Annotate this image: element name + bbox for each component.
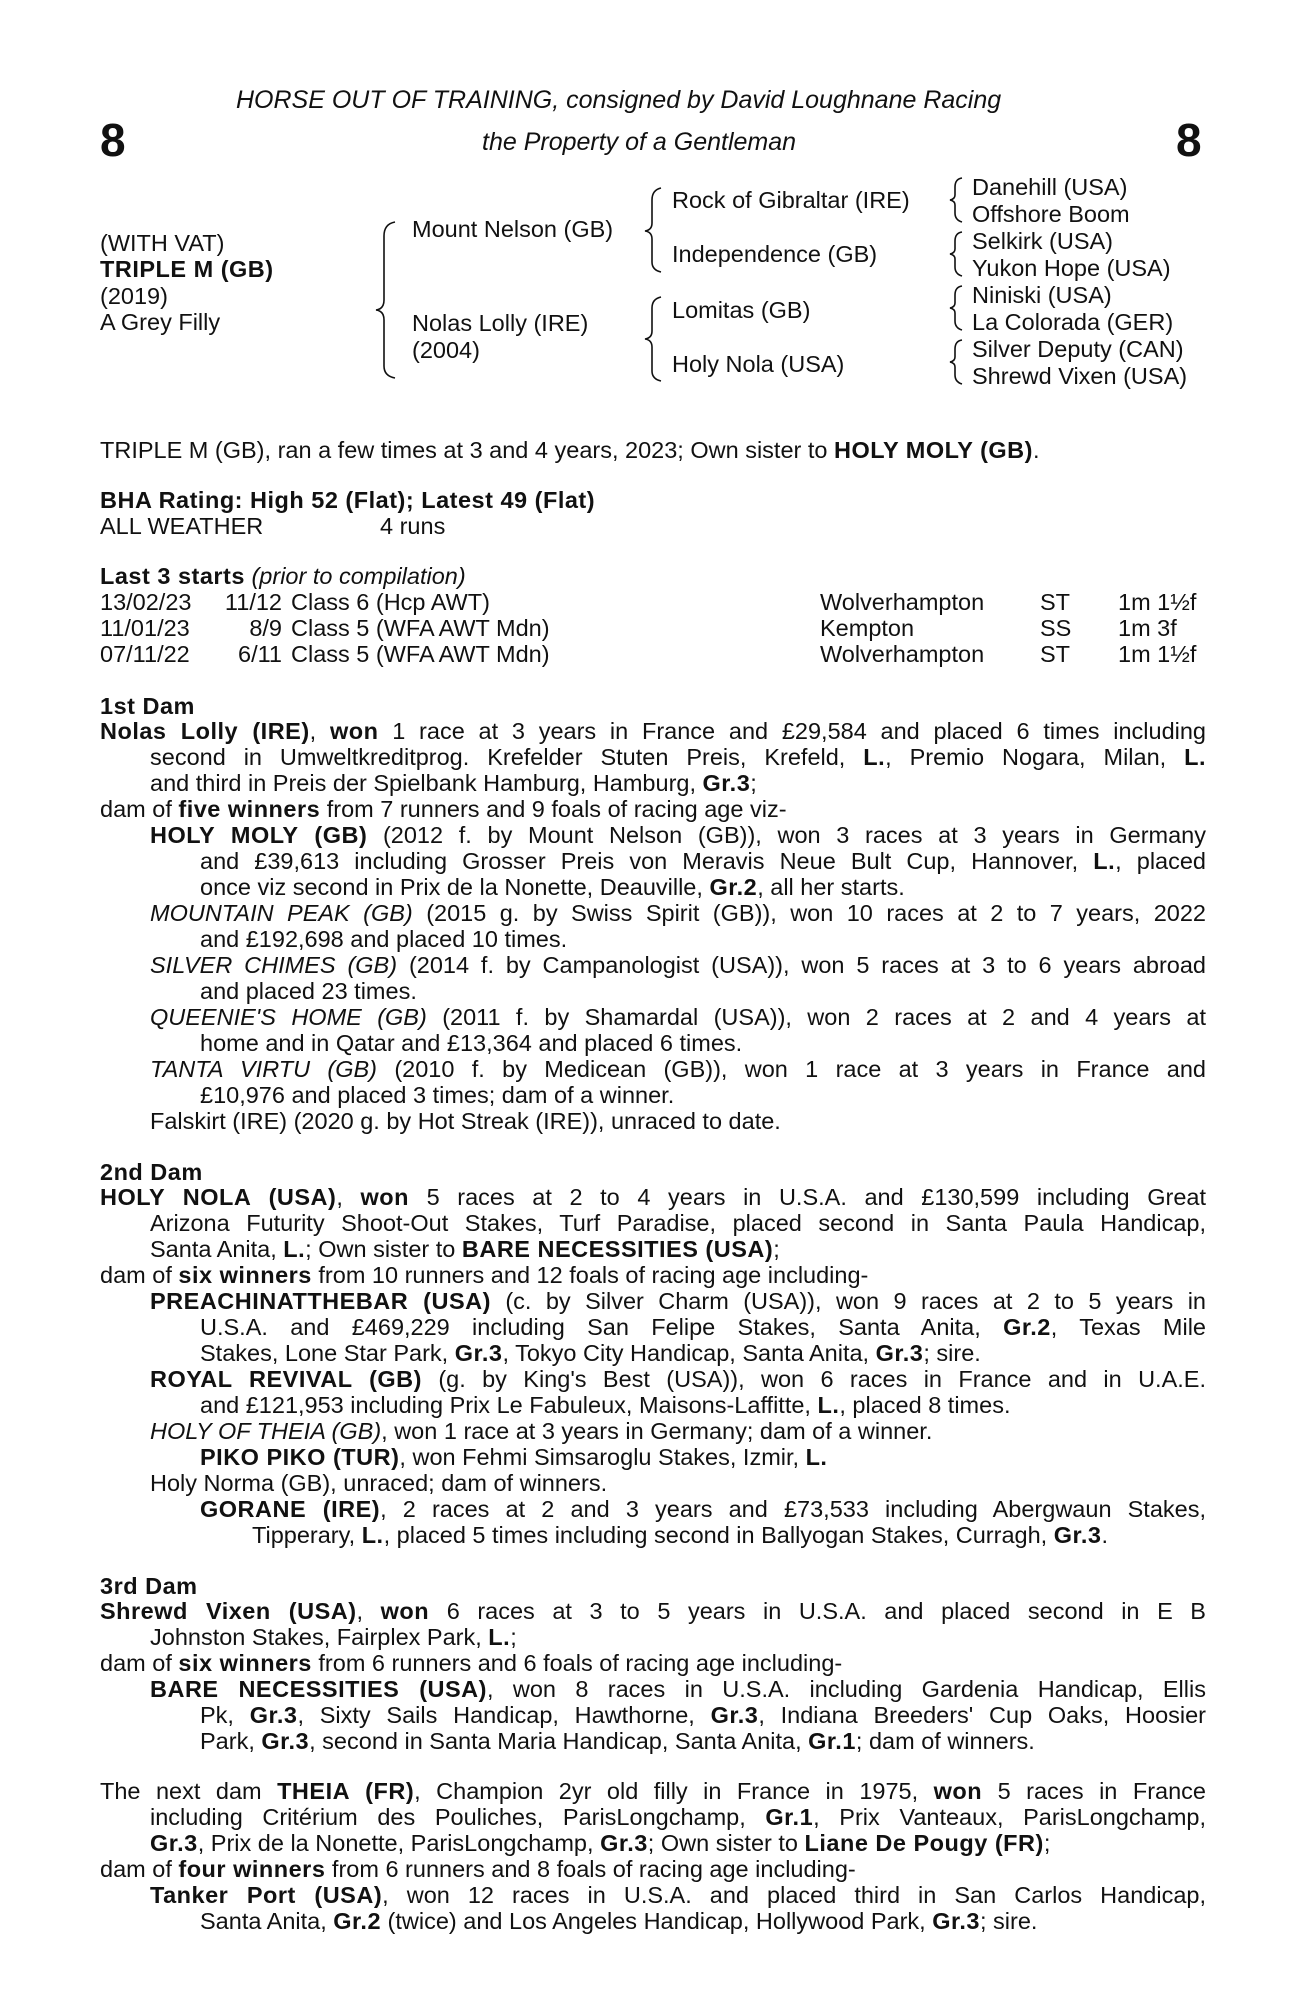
horse-description: A Grey Filly bbox=[100, 309, 221, 335]
bare-nec-text-3: Park, bbox=[200, 1728, 262, 1754]
grade-label: L. bbox=[361, 1522, 384, 1548]
pedigree-dam: Nolas Lolly (IRE) bbox=[412, 310, 589, 336]
dam2-text-3c: ; bbox=[773, 1236, 780, 1262]
gorane-name: GORANE (IRE) bbox=[200, 1496, 381, 1522]
preach-line-1 bbox=[150, 1289, 1206, 1315]
silver-chimes-text: (2014 f. by Campanologist (USA)), won 5 races at 3 to 6 years abroad bbox=[397, 952, 1207, 978]
tanker-port-name: Tanker Port (USA) bbox=[150, 1882, 383, 1908]
grade-label: Gr.3 bbox=[932, 1908, 980, 1934]
preach-line-2 bbox=[200, 1315, 1206, 1341]
grade-label: Gr.3 bbox=[454, 1340, 503, 1366]
dam1-text-4: dam of bbox=[100, 796, 179, 822]
preach-line-3 bbox=[200, 1341, 1306, 1367]
tanker-port-line-1 bbox=[150, 1883, 1206, 1909]
silver-chimes-line-1 bbox=[150, 953, 1206, 979]
next-dam-winners: four winners bbox=[178, 1856, 326, 1882]
grade-label: Gr.2 bbox=[1003, 1314, 1051, 1340]
next-dam-text-4: dam of bbox=[100, 1856, 179, 1882]
dam3-sep: , bbox=[356, 1598, 381, 1624]
grade-label: Gr.2 bbox=[333, 1908, 382, 1934]
gorane-text-2: Tipperary, bbox=[252, 1522, 362, 1548]
rating-surface: ALL WEATHER bbox=[100, 513, 264, 539]
preach-name: PREACHINATTHEBAR (USA) bbox=[150, 1288, 491, 1314]
starts-heading bbox=[100, 563, 466, 589]
dam3-text-3: dam of bbox=[100, 1650, 179, 1676]
gorane-text: , 2 races at 2 and 3 years and £73,533 including Abergwaun Stakes, bbox=[380, 1496, 1207, 1522]
queenies-home-line-2: home and in Qatar and £13,364 and placed 6 times. bbox=[200, 1030, 743, 1056]
pedigree-sdd: Yukon Hope (USA) bbox=[972, 255, 1171, 281]
start-dist: 1m 3f bbox=[1118, 615, 1177, 641]
dam3-line-2 bbox=[150, 1625, 1256, 1651]
next-dam-text-2b: , Prix Vanteaux, ParisLongchamp, bbox=[813, 1804, 1206, 1830]
dam2-text-3b: ; Own sister to bbox=[305, 1236, 462, 1262]
gorane-line-1 bbox=[200, 1497, 1206, 1523]
queenies-home-line-1 bbox=[150, 1005, 1206, 1031]
start-dist: 1m 1½f bbox=[1118, 641, 1197, 667]
grade-label: L. bbox=[1093, 848, 1116, 874]
dam2-text-4b: from 10 runners and 12 foals of racing age including- bbox=[311, 1262, 869, 1288]
start-date: 07/11/22 bbox=[100, 641, 190, 667]
pedigree-sire: Mount Nelson (GB) bbox=[412, 216, 614, 242]
holy-theia-text: , won 1 race at 3 years in Germany; dam of a winner. bbox=[381, 1418, 933, 1444]
grade-label: Gr.3 bbox=[1053, 1522, 1102, 1548]
start-course: Kempton bbox=[820, 615, 915, 641]
next-dam-line-3 bbox=[150, 1831, 1256, 1857]
holy-moly-line-2 bbox=[200, 849, 1206, 875]
vat-note: (WITH VAT) bbox=[100, 230, 225, 256]
starts-note: (prior to compilation) bbox=[251, 563, 466, 589]
holy-norma-line: Holy Norma (GB), unraced; dam of winners. bbox=[150, 1470, 608, 1496]
dam1-text-3b: ; bbox=[750, 770, 757, 796]
start-pos: 11/12 bbox=[224, 589, 282, 615]
royal-revival-text-2: and £121,953 including Prix Le Fabuleux, Maisons-Laffitte, bbox=[200, 1392, 818, 1418]
next-dam-text-2: including Critérium des Pouliches, ParisLongchamp, bbox=[150, 1804, 766, 1830]
grade-label: Gr.3 bbox=[710, 1702, 759, 1728]
holy-theia-line bbox=[150, 1419, 1256, 1445]
preach-text-2: U.S.A. and £469,229 including San Felipe Stakes, Santa Anita, bbox=[200, 1314, 1004, 1340]
next-dam-won: won bbox=[933, 1778, 983, 1804]
dam2-winners: six winners bbox=[178, 1262, 312, 1288]
start-date: 13/02/23 bbox=[100, 589, 192, 615]
header-property: the Property of a Gentleman bbox=[482, 128, 797, 156]
silver-chimes-line-2: and placed 23 times. bbox=[200, 978, 417, 1004]
grade-label: Gr.1 bbox=[765, 1804, 814, 1830]
summary-end: . bbox=[1032, 437, 1040, 463]
preach-text-3: Stakes, Lone Star Park, bbox=[200, 1340, 455, 1366]
dam1-text-2b: , Premio Nogara, Milan, bbox=[885, 744, 1185, 770]
dam1-line-4 bbox=[100, 797, 1206, 823]
holy-theia-name: HOLY OF THEIA (GB) bbox=[150, 1418, 382, 1444]
next-dam-text-1: The next dam bbox=[100, 1778, 278, 1804]
dam1-text-3: and third in Preis der Spielbank Hamburg, Hamburg, bbox=[150, 770, 703, 796]
bare-nec-text-2: Pk, bbox=[200, 1702, 250, 1728]
mountain-peak-text: (2015 g. by Swiss Spirit (GB)), won 10 races at 2 to 7 years, 2022 bbox=[412, 900, 1206, 926]
pedigree-dam-year: (2004) bbox=[412, 337, 480, 363]
dam2-sep: , bbox=[336, 1184, 361, 1210]
holy-moly-line-1 bbox=[150, 823, 1206, 849]
gorane-text-2c: . bbox=[1101, 1522, 1108, 1548]
bare-nec-text-3b: , second in Santa Maria Handicap, Santa Anita, bbox=[309, 1728, 809, 1754]
start-race: Class 5 (WFA AWT Mdn) bbox=[291, 615, 550, 641]
grade-label: Gr.1 bbox=[808, 1728, 856, 1754]
tanker-port-text: , won 12 races in U.S.A. and placed third in San Carlos Handicap, bbox=[382, 1882, 1206, 1908]
start-going: ST bbox=[1040, 641, 1071, 667]
dam1-sep: , bbox=[309, 718, 330, 744]
bare-nec-name: BARE NECESSITIES (USA) bbox=[150, 1676, 487, 1702]
dam2-line-3 bbox=[150, 1237, 1256, 1263]
pedigree-sire-sire: Rock of Gibraltar (IRE) bbox=[672, 187, 910, 213]
royal-revival-line-2 bbox=[200, 1393, 1306, 1419]
holy-moly-text-3b: , all her starts. bbox=[757, 874, 905, 900]
start-course: Wolverhampton bbox=[820, 641, 985, 667]
pedigree-dds: Silver Deputy (CAN) bbox=[972, 336, 1184, 362]
bare-nec-text: , won 8 races in U.S.A. including Gardenia Handicap, Ellis bbox=[486, 1676, 1206, 1702]
preach-text-2b: , Texas Mile bbox=[1050, 1314, 1206, 1340]
pedigree-dsd: La Colorada (GER) bbox=[972, 309, 1174, 335]
preach-text-3b: , Tokyo City Handicap, Santa Anita, bbox=[502, 1340, 876, 1366]
bare-nec-text-3c: ; dam of winners. bbox=[855, 1728, 1035, 1754]
dam2-text-3: Santa Anita, bbox=[150, 1236, 284, 1262]
piko-name: PIKO PIKO (TUR) bbox=[200, 1444, 400, 1470]
tanker-port-line-2 bbox=[200, 1909, 1306, 1935]
dam2-line-1 bbox=[100, 1185, 1206, 1211]
silver-chimes-name: SILVER CHIMES (GB) bbox=[150, 952, 398, 978]
pedigree-sss: Danehill (USA) bbox=[972, 174, 1128, 200]
next-dam-text-1b: , Champion 2yr old filly in France in 1975, bbox=[414, 1778, 934, 1804]
pedigree-dam-dam: Holy Nola (USA) bbox=[672, 351, 845, 377]
summary-line bbox=[100, 437, 1040, 463]
pedigree-sds: Selkirk (USA) bbox=[972, 228, 1114, 254]
grade-label: L. bbox=[283, 1236, 306, 1262]
holy-moly-text-2: and £39,613 including Grosser Preis von Meravis Neue Bult Cup, Hannover, bbox=[200, 848, 1094, 874]
piko-line bbox=[200, 1445, 1306, 1471]
summary-sister: HOLY MOLY (GB) bbox=[834, 437, 1033, 463]
grade-label: Gr.3 bbox=[702, 770, 751, 796]
queenies-home-name: QUEENIE'S HOME (GB) bbox=[150, 1004, 427, 1030]
dam2-name: HOLY NOLA (USA) bbox=[100, 1184, 337, 1210]
bare-nec-line-3 bbox=[200, 1729, 1306, 1755]
pedigree-sire-dam: Independence (GB) bbox=[672, 241, 878, 267]
tanta-virtu-text: (2010 f. by Medicean (GB)), won 1 race at 3 years in France and bbox=[377, 1056, 1206, 1082]
start-race: Class 6 (Hcp AWT) bbox=[291, 589, 490, 615]
header-consignor: HORSE OUT OF TRAINING, consigned by David Loughnane Racing bbox=[236, 86, 1002, 114]
grade-label: Gr.3 bbox=[150, 1830, 198, 1856]
pedigree-dss: Niniski (USA) bbox=[972, 282, 1112, 308]
dam2-line-2: Arizona Futurity Shoot-Out Stakes, Turf Paradise, placed second in Santa Paula Handicap, bbox=[150, 1210, 1206, 1236]
grade-label: L. bbox=[1184, 744, 1206, 770]
dam3-line-3 bbox=[100, 1651, 1206, 1677]
dam3-text-3b: from 6 runners and 6 foals of racing age including- bbox=[311, 1650, 843, 1676]
holy-moly-text: (2012 f. by Mount Nelson (GB)), won 3 races at 3 years in Germany bbox=[367, 822, 1206, 848]
next-dam-text-3b: ; Own sister to bbox=[647, 1830, 805, 1856]
pedigree-dam-sire: Lomitas (GB) bbox=[672, 297, 811, 323]
rating-title: BHA Rating: High 52 (Flat); Latest 49 (Flat) bbox=[100, 487, 596, 513]
tanta-virtu-name: TANTA VIRTU (GB) bbox=[150, 1056, 377, 1082]
dam2-sister: BARE NECESSITIES (USA) bbox=[461, 1236, 774, 1262]
dam1-line-2 bbox=[150, 745, 1206, 771]
dam2-text-4: dam of bbox=[100, 1262, 179, 1288]
grade-label: Gr.2 bbox=[709, 874, 758, 900]
dam1-heading: 1st Dam bbox=[100, 693, 195, 719]
dam2-heading: 2nd Dam bbox=[100, 1159, 203, 1185]
horse-year: (2019) bbox=[100, 283, 168, 309]
mountain-peak-name: MOUNTAIN PEAK (GB) bbox=[150, 900, 413, 926]
dam1-text-4b: from 7 runners and 9 foals of racing age viz- bbox=[320, 796, 787, 822]
grade-label: Gr.3 bbox=[600, 1830, 648, 1856]
dam2-text-1: 5 races at 2 to 4 years in U.S.A. and £130,599 including Great bbox=[408, 1184, 1206, 1210]
pedigree-ddd: Shrewd Vixen (USA) bbox=[972, 363, 1188, 389]
dam1-line-1 bbox=[100, 719, 1206, 745]
dam2-line-4 bbox=[100, 1263, 1206, 1289]
preach-text: (c. by Silver Charm (USA)), won 9 races at 2 to 5 years in bbox=[490, 1288, 1206, 1314]
horse-name: TRIPLE M (GB) bbox=[100, 256, 274, 282]
grade-label: Gr.3 bbox=[875, 1340, 924, 1366]
next-dam-text-3: , Prix de la Nonette, ParisLongchamp, bbox=[197, 1830, 601, 1856]
royal-revival-text: (g. by King's Best (USA)), won 6 races in France and in U.A.E. bbox=[421, 1366, 1206, 1392]
bare-nec-line-2 bbox=[200, 1703, 1206, 1729]
falskirt-line: Falskirt (IRE) (2020 g. by Hot Streak (IRE)), unraced to date. bbox=[150, 1108, 781, 1134]
tanta-virtu-line-2: £10,976 and placed 3 times; dam of a winner. bbox=[200, 1082, 675, 1108]
start-going: SS bbox=[1040, 615, 1072, 641]
next-dam-line-4 bbox=[100, 1857, 1206, 1883]
next-dam-text-1c: 5 races in France bbox=[982, 1778, 1206, 1804]
tanta-virtu-line-1 bbox=[150, 1057, 1206, 1083]
grade-label: Gr.3 bbox=[249, 1702, 298, 1728]
dam1-text-1: 1 race at 3 years in France and £29,584 and placed 6 times including bbox=[378, 718, 1207, 744]
tanker-port-text-2c: ; sire. bbox=[979, 1908, 1038, 1934]
holy-moly-text-3: once viz second in Prix de la Nonette, Deauville, bbox=[200, 874, 710, 900]
next-dam-line-1 bbox=[100, 1779, 1206, 1805]
piko-text: , won Fehmi Simsaroglu Stakes, Izmir, bbox=[399, 1444, 806, 1470]
start-pos: 6/11 bbox=[238, 641, 282, 667]
dam1-text-2: second in Umweltkreditprog. Krefelder Stuten Preis, Krefeld, bbox=[150, 744, 864, 770]
grade-label: L. bbox=[488, 1624, 511, 1650]
dam2-won: won bbox=[360, 1184, 409, 1210]
grade-label: L. bbox=[817, 1392, 840, 1418]
mountain-peak-line-1 bbox=[150, 901, 1206, 927]
next-dam-text-4b: from 6 runners and 8 foals of racing age including- bbox=[325, 1856, 856, 1882]
start-race: Class 5 (WFA AWT Mdn) bbox=[291, 641, 550, 667]
start-date: 11/01/23 bbox=[100, 615, 190, 641]
royal-revival-line-1 bbox=[150, 1367, 1206, 1393]
next-dam-text-3c: ; bbox=[1043, 1830, 1051, 1856]
lot-number-left: 8 bbox=[100, 114, 126, 166]
starts-title: Last 3 starts bbox=[100, 563, 245, 589]
bare-nec-text-2b: , Sixty Sails Handicap, Hawthorne, bbox=[297, 1702, 711, 1728]
start-course: Wolverhampton bbox=[820, 589, 985, 615]
tanker-port-text-2: Santa Anita, bbox=[200, 1908, 334, 1934]
holy-moly-text-2b: , placed bbox=[1115, 848, 1206, 874]
grade-label: Gr.3 bbox=[261, 1728, 310, 1754]
lot-number-right: 8 bbox=[1176, 114, 1202, 166]
dam1-winners: five winners bbox=[178, 796, 321, 822]
dam3-text-1: 6 races at 3 to 5 years in U.S.A. and placed second in E B bbox=[429, 1598, 1206, 1624]
grade-label: L. bbox=[805, 1444, 828, 1470]
summary-text: TRIPLE M (GB), ran a few times at 3 and 4 years, 2023; Own sister to bbox=[100, 437, 835, 463]
grade-label: L. bbox=[863, 744, 886, 770]
dam3-text-2: Johnston Stakes, Fairplex Park, bbox=[150, 1624, 489, 1650]
gorane-text-2b: , placed 5 times including second in Ballyogan Stakes, Curragh, bbox=[383, 1522, 1054, 1548]
dam3-line-1 bbox=[100, 1599, 1206, 1625]
rating-runs: 4 runs bbox=[380, 513, 446, 539]
gorane-line-2 bbox=[252, 1523, 1314, 1549]
pedigree-ssd: Offshore Boom bbox=[972, 201, 1130, 227]
bare-nec-text-2c: , Indiana Breeders' Cup Oaks, Hoosier bbox=[758, 1702, 1207, 1728]
dam3-won: won bbox=[380, 1598, 430, 1624]
dam3-name: Shrewd Vixen (USA) bbox=[100, 1598, 357, 1624]
start-dist: 1m 1½f bbox=[1118, 589, 1197, 615]
dam1-won: won bbox=[329, 718, 379, 744]
dam3-heading: 3rd Dam bbox=[100, 1573, 198, 1599]
tanker-port-text-2b: (twice) and Los Angeles Handicap, Hollywood Park, bbox=[381, 1908, 933, 1934]
royal-revival-name: ROYAL REVIVAL (GB) bbox=[150, 1366, 422, 1392]
royal-revival-text-2b: , placed 8 times. bbox=[839, 1392, 1011, 1418]
dam1-name: Nolas Lolly (IRE) bbox=[100, 718, 310, 744]
holy-moly-line-3 bbox=[200, 875, 1306, 901]
dam3-winners: six winners bbox=[178, 1650, 312, 1676]
next-dam-line-2 bbox=[150, 1805, 1206, 1831]
mountain-peak-line-2: and £192,698 and placed 10 times. bbox=[200, 926, 568, 952]
start-pos: 8/9 bbox=[249, 615, 282, 641]
dam1-line-3 bbox=[150, 771, 1256, 797]
queenies-home-text: (2011 f. by Shamardal (USA)), won 2 races at 2 and 4 years at bbox=[426, 1004, 1206, 1030]
dam3-text-2b: ; bbox=[510, 1624, 517, 1650]
preach-text-3c: ; sire. bbox=[923, 1340, 981, 1366]
start-going: ST bbox=[1040, 589, 1071, 615]
holy-moly-name: HOLY MOLY (GB) bbox=[150, 822, 368, 848]
theia-name: THEIA (FR) bbox=[277, 1778, 415, 1804]
bare-nec-line-1 bbox=[150, 1677, 1206, 1703]
liane-name: Liane De Pougy (FR) bbox=[804, 1830, 1044, 1856]
